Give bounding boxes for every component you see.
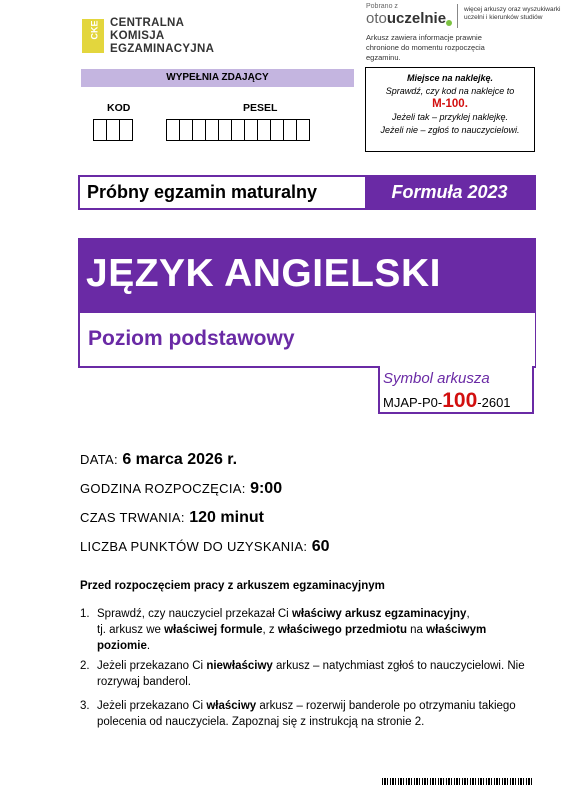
info-start-time: GODZINA ROZPOCZĘCIA: 9:00 [80, 480, 283, 497]
sticker-code: M-100. [432, 98, 468, 110]
list-item: 3. Jeżeli przekazano Ci właściwy arkusz – rozerwij banderole po otrzymaniu takiego polecenia od nauczyciela. Zapoznaj się z instrukcją na stronie 2. [80, 700, 516, 728]
digit-box[interactable] [106, 119, 120, 141]
list-item: 2. Jeżeli przekazano Ci niewłaściwy arkusz – natychmiast zgłoś to nauczycielowi. Nie rozrywaj banderol. [80, 660, 525, 688]
list-item: 1. Sprawdź, czy nauczyciel przekazał Ci właściwy arkusz egzaminacyjny, tj. arkusz we właściwej formule, z właściwego przedmiotu na właściwym poziomie. [80, 608, 487, 652]
digit-box[interactable] [218, 119, 232, 141]
info-duration: CZAS TRWANIA: 120 minut [80, 509, 264, 526]
otouczelnie-logo[interactable]: otouczelnie [366, 10, 447, 27]
instructions-heading: Przed rozpoczęciem pracy z arkuszem egzaminacyjnym [80, 580, 385, 592]
digit-box[interactable] [231, 119, 245, 141]
digit-box[interactable] [296, 119, 310, 141]
divider [457, 4, 458, 28]
subject-title: JĘZYK ANGIELSKI [86, 252, 441, 295]
pobrano-label: Pobrano z [366, 3, 398, 10]
logo-line-3: EGZAMINACYJNA [110, 43, 215, 55]
digit-box[interactable] [244, 119, 258, 141]
otouczelnie-description: więcej arkuszy oraz wyszukiwarki uczelni i kierunków studiów [464, 6, 561, 21]
sticker-line-2: Jeżeli tak – przyklej naklejkę. [391, 112, 509, 122]
digit-box[interactable] [270, 119, 284, 141]
digit-box[interactable] [93, 119, 107, 141]
pesel-input[interactable] [166, 119, 309, 141]
sticker-line-1: Sprawdź, czy kod na naklejce to [385, 86, 515, 96]
info-points: LICZBA PUNKTÓW DO UZYSKANIA: 60 [80, 538, 330, 555]
exam-title: Próbny egzamin maturalny [87, 182, 318, 202]
symbol-code: MJAP-P0-100-2601 [383, 389, 511, 412]
pesel-label: PESEL [243, 102, 278, 114]
digit-box[interactable] [179, 119, 193, 141]
digit-box[interactable] [192, 119, 206, 141]
barcode-icon [382, 778, 532, 785]
digit-box[interactable] [119, 119, 133, 141]
logo-dot-icon [446, 20, 452, 26]
candidate-header: WYPEŁNIA ZDAJĄCY [81, 69, 354, 87]
symbol-label: Symbol arkusza [383, 370, 490, 387]
exam-formula: Formuła 2023 [365, 177, 534, 208]
digit-box[interactable] [283, 119, 297, 141]
sticker-title: Miejsce na naklejkę. [406, 73, 494, 83]
logo-line-1: CENTRALNA [110, 17, 185, 29]
sticker-line-3: Jeżeli nie – zgłoś to nauczycielowi. [380, 125, 520, 135]
level-title: Poziom podstawowy [88, 327, 295, 350]
confidential-note: Arkusz zawiera informacje prawnie chronione do momentu rozpoczęcia egzaminu. [366, 33, 485, 62]
cke-logo-icon: CKE [82, 19, 104, 53]
logo-line-2: KOMISJA [110, 30, 165, 42]
digit-box[interactable] [257, 119, 271, 141]
digit-box[interactable] [205, 119, 219, 141]
kod-input[interactable] [93, 119, 132, 141]
sticker-area [365, 67, 535, 152]
digit-box[interactable] [166, 119, 180, 141]
kod-label: KOD [107, 102, 131, 114]
info-date: DATA: 6 marca 2026 r. [80, 451, 238, 468]
